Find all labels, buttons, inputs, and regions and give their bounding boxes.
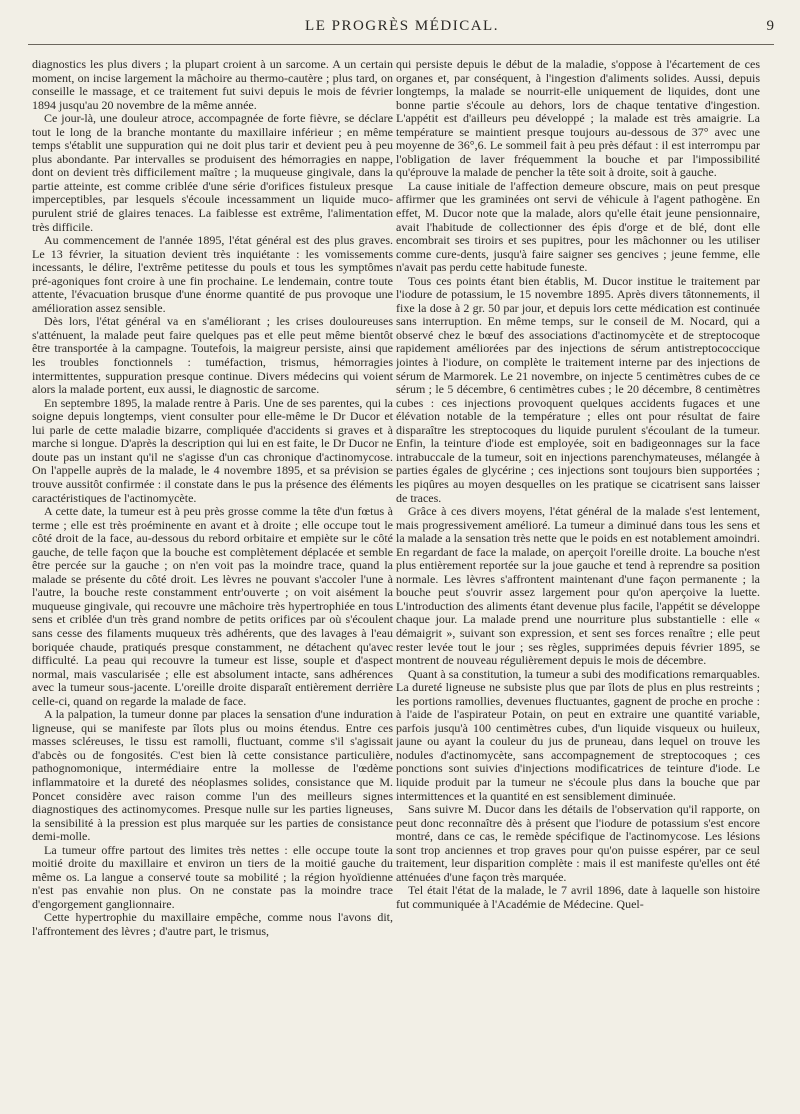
paragraph: Sans suivre M. Ducor dans les détails de l'observation qu'il rapporte, on peut donc reconnaître dès à présent que l'iodure de potassium s'est encore montré, dans ce cas, le remède spécifique de l'actinomycose. Les lésions sont trop anciennes et trop graves pour qu'on puisse espérer, par ce seul traitement, leur disparition complète : mais il est manifeste qu'elles ont été atténuées d'une façon très marquée. — [396, 802, 760, 884]
paragraph: Dès lors, l'état général va en s'améliorant ; les crises douloureuses s'atténuent, la malade peut faire quelques pas et elle peut même bientôt être transportée à la campagne. Toutefois, la maigreur persiste, ainsi que les troubles fonctionnels : tuméfaction, trismus, hémorragies intermittentes, suppuration presque continue. Divers médecins qui voient alors la malade portent, eux aussi, le diagnostic de sarcome. — [32, 314, 393, 397]
paragraph: Quant à sa constitution, la tumeur a subi des modifications remarquables. La dureté ligneuse ne subsiste plus que par îlots de plus en plus restreints ; les portions ramollies, devenues fluctuantes, gagnent de proche en proche : à l'aide de l'aspirateur Potain, on peut en extraire une quantité variable, parfois jusqu'à 100 centimètres cubes, d'un liquide visqueux ou huileux, jaune ou ayant la couleur du jus de pruneau, dans lequel on trouve les nodules d'actinomycète, sans accompagnement de streptocoques ; ces ponctions sont suivies d'injections modificatrices de teinture d'iode. Le liquide produit par la tumeur ne s'écoule plus dans la bouche que par intermittences et la quantité en est sensiblement diminuée. — [396, 666, 760, 803]
header-rule — [28, 44, 774, 45]
journal-title: LE PROGRÈS MÉDICAL. — [305, 18, 499, 34]
paragraph: La tumeur offre partout des limites très nettes : elle occupe toute la moitié droite du maxillaire et environ un tiers de la moitié gauche du même os. La langue a conservé toute sa mobilité ; la région hyoïdienne n'est pas envahie non plus. On ne constate pas la moindre trace d'engorgement ganglionnaire. — [32, 842, 393, 911]
page-number: 9 — [766, 18, 774, 34]
paragraph: Au commencement de l'année 1895, l'état général est des plus graves. Le 13 février, la situation devient très inquiétante : les vomissements incessants, le délire, l'extrême petitesse du pouls et tous les symptômes pré-agoniques font croire à une fin prochaine. Le lendemain, contre toute attente, l'évacuation brusque d'une énorme quantité de pus provoque une amélioration assez sensible. — [32, 233, 393, 315]
paragraph: diagnostics les plus divers ; la plupart croient à un sarcome. A un certain moment, on incise largement la mâchoire au thermo-cautère ; plus tard, on conseille le massage, et ce traitement fut suivi depuis le mois de février 1894 jusqu'au 20 novembre de la même année. — [32, 58, 393, 112]
paragraph: A cette date, la tumeur est à peu près grosse comme la tête d'un fœtus à terme ; elle est très proéminente en avant et à droite ; elle occupe tout le côté droit de la face, au-dessous du rebord orbitaire et empiète sur le côté gauche, de telle façon que la bouche est complètement déplacée et semble être percée sur la gauche ; on n'en voit pas la moindre trace, quand la malade se présente du côté droit. Les lèvres ne pouvant s'accoler l'une à l'autre, la bouche reste constamment entr'ouverte ; on voit aisément la muqueuse gingivale, qui recouvre une mâchoire très hypertrophiée en tous sens et criblée d'un très grand nombre de petits orifices par où s'écoulent sans cesse des filaments muqueux très adhérents, que des lavages à l'eau boriquée chaude, pratiqués presque constamment, ne détachent qu'avec difficulté. La peau qui recouvre la tumeur est lisse, souple et d'aspect normal, mais vascularisée ; elle est absolument intacte, sans adhérences avec la tumeur sous-jacente. L'oreille droite disparaît entièrement derrière celle-ci, quand on regarde la malade de face. — [32, 504, 393, 708]
left-column — [32, 58, 393, 1100]
paragraph: Grâce à ces divers moyens, l'état général de la malade s'est lentement, mais progressivement amélioré. La tumeur a diminué dans tous les sens et la malade a la sensation très nette que le poids en est notablement amoindri. En regardant de face la malade, on aperçoit l'oreille droite. La bouche n'est plus entièrement reportée sur la joue gauche et tend à reprendre sa position normale. Les lèvres s'affrontent maintenant d'une façon permanente ; la bouche peut s'ouvrir assez largement pour qu'on aperçoive la luette. L'introduction des aliments étant devenue plus facile, l'appétit se développe chaque jour. La malade prend une nourriture plus substantielle : elle « démaigrit », suivant son expression, et sent ses forces renaître ; elle peut rester levée tout le jour ; ses règles, supprimées depuis février 1895, se montrent de nouveau régulièrement depuis le mois de décembre. — [396, 504, 760, 668]
paragraph: En septembre 1895, la malade rentre à Paris. Une de ses parentes, qui la soigne depuis longtemps, vient consulter pour elle-même le Dr Ducor et lui parle de cette maladie bizarre, compliquée d'accidents si graves et à marche si longue. D'après la description qui lui en est faite, le Dr Ducor ne doute pas un instant qu'il ne s'agisse d'un cas chronique d'actinomycose. On l'appelle auprès de la malade, le 4 novembre 1895, et sa prévision se trouve aussitôt confirmée : il constate dans le pus la présence des éléments caractéristiques de l'actinomycète. — [32, 395, 393, 505]
paragraph: qui persiste depuis le début de la maladie, s'oppose à l'écartement de ces organes et, par conséquent, à l'ingestion d'aliments solides. Aussi, depuis longtemps, la malade se nourrit-elle uniquement de liquides, dont une bonne partie s'écoule au dehors, lors de chaque tentative d'ingestion. L'appétit est d'ailleurs peu développé ; la malade est très amaigrie. La température se maintient presque toujours au-dessous de 37° avec une moyenne de 36°,6. Le sommeil fait à peu près défaut : il est interrompu par l'obligation de laver fréquemment la bouche et par l'impossibilité qu'éprouve la malade de pencher la tête soit à droite, soit à gauche. — [396, 58, 760, 180]
paragraph: A la palpation, la tumeur donne par places la sensation d'une induration ligneuse, qui se manifeste par îlots plus ou moins étendus. Entre ces masses scléreuses, le tissu est ramolli, fluctuant, comme s'il s'agissait d'abcès ou de fongosités. C'est bien là cette consistance particulière, pathognomonique, intermédiaire entre la mollesse de l'œdème inflammatoire et la dureté des néoplasmes solides, consistance que M. Poncet considère avec raison comme l'un des meilleurs signes diagnostiques des actinomycomes. Presque nulle sur les parties ligneuses, la sensibilité à la pression est plus marquée sur les parties de consistance demi-molle. — [32, 707, 393, 844]
paragraph: Tous ces points étant bien établis, M. Ducor institue le traitement par l'iodure de potassium, le 15 novembre 1895. Après divers tâtonnements, il fixe la dose à 2 gr. 50 par jour, et depuis lors cette médication est continuée sans interruption. En même temps, sur le conseil de M. Nocard, qui a observé chez le bœuf des associations d'actinomycète et de streptocoque rapidement améliorées par des injections de sérum antistreptococcique jointes à l'iodure, on complète le traitement interne par des injections de sérum de Marmorek. Le 21 novembre, on injecte 5 centimètres cubes de ce sérum ; le 5 décembre, 6 centimètres cubes ; le 20 décembre, 8 centimètres cubes : ces injections provoquent quelques accidents fugaces et une élévation notable de la température ; elles ont pour résultat de faire disparaître les streptocoques du liquide purulent s'écoulant de la tumeur. Enfin, la teinture d'iode est employée, soit en badigeonnages sur la face intrabuccale de la tumeur, soit en injections parenchymateuses, mélangée à parties égales de glycérine ; ces injections sont toujours bien supportées ; les piqûres au moyen desquelles on les pratique se cicatrisent sans laisser de traces. — [396, 273, 760, 505]
paragraph: La cause initiale de l'affection demeure obscure, mais on peut presque affirmer que les graminées ont servi de véhicule à l'agent pathogène. En effet, M. Ducor note que la malade, alors qu'elle était jeune pensionnaire, avait l'habitude de collectionner des épis d'orge et de blé, dont elle encombrait ses tiroirs et ses pupitres, pour les mâchonner ou les utiliser comme cure-dents, jusqu'à faire saigner ses gencives ; jeune femme, elle n'avait pas perdu cette habitude funeste. — [396, 178, 760, 275]
paragraph: Tel était l'état de la malade, le 7 avril 1896, date à laquelle son histoire fut communiquée à l'Académie de Médecine. Quel- — [396, 883, 760, 911]
running-head — [24, 18, 780, 42]
right-column — [396, 58, 760, 1100]
paragraph: Ce jour-là, une douleur atroce, accompagnée de forte fièvre, se déclare tout le long de la branche montante du maxillaire inférieur ; en même temps s'établit une suppuration qui ne doit plus tarir et devient peu à peu plus abondante. Par intervalles se produisent des hémorragies en nappe, dont on devient très difficilement maître ; la muqueuse gingivale, dans la partie atteinte, est comme criblée d'une série d'orifices fistuleux presque imperceptibles, par lesquels s'écoule incessamment un liquide muco-purulent strié de glaires tenaces. La faiblesse est extrême, l'alimentation très difficile. — [32, 111, 393, 234]
paragraph: Cette hypertrophie du maxillaire empêche, comme nous l'avons dit, l'affrontement des lèvres ; d'autre part, le trismus, — [32, 910, 393, 938]
